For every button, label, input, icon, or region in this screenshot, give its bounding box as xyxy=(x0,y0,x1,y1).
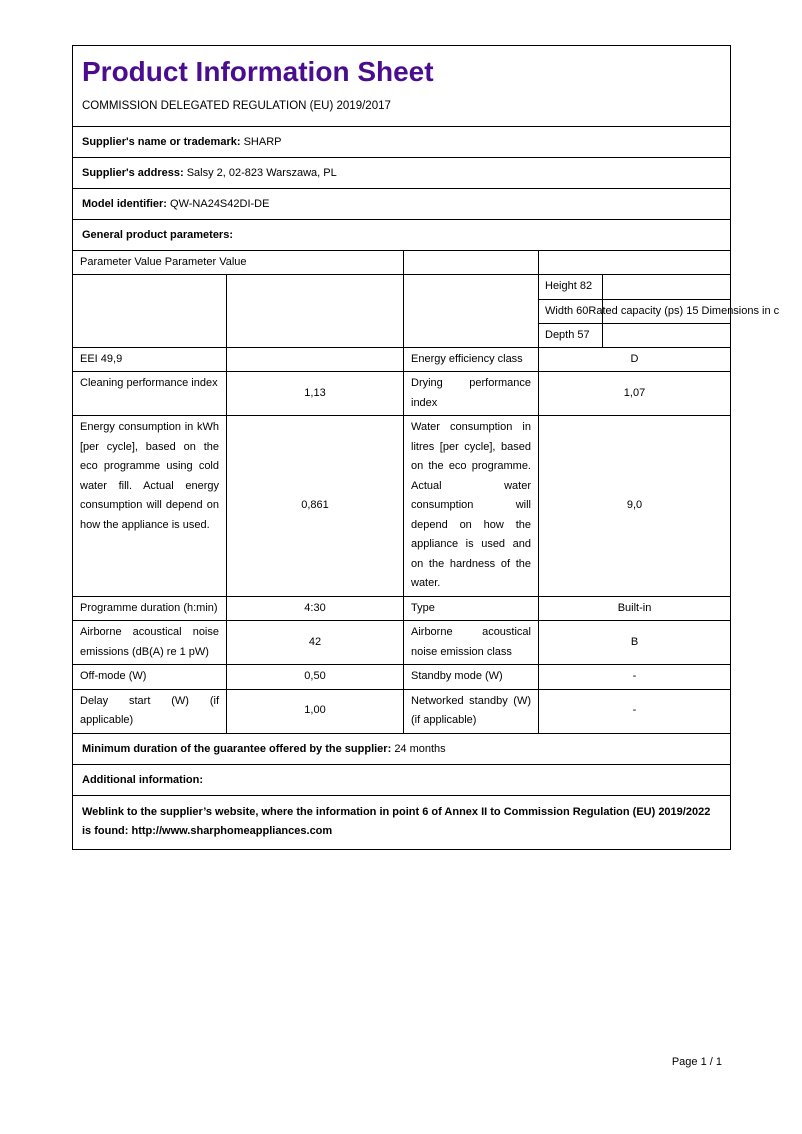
dimensions-empty-cell-2 xyxy=(226,275,403,347)
param-label-cell: Type xyxy=(403,597,538,621)
param-row-cleaning-drying xyxy=(73,371,730,415)
param-label-cell: Programme duration (h:min) xyxy=(80,601,218,614)
dimension-height-label: Height 82 xyxy=(545,280,593,293)
param-value-cell: 9,0 xyxy=(538,416,730,596)
title-block xyxy=(73,46,730,126)
param-value-cell: 4:30 xyxy=(226,597,403,621)
parameter-header-empty-cell-2 xyxy=(538,251,730,274)
param-label-cell: Standby mode (W) xyxy=(403,665,538,689)
dimension-width-empty-cell xyxy=(602,300,730,323)
supplier-name-row xyxy=(73,126,730,157)
param-row-duration-type xyxy=(73,596,730,621)
guarantee-value: 24 months xyxy=(394,742,446,755)
param-value-cell: 1,00 xyxy=(226,690,403,733)
model-identifier-row xyxy=(73,188,730,219)
param-value-cell: D xyxy=(538,348,730,372)
dimensions-empty-cell-1 xyxy=(73,275,226,347)
dimension-depth-label: Depth 57 xyxy=(545,328,590,341)
model-identifier-label: Model identifier: xyxy=(82,198,167,211)
supplier-address-value: Salsy 2, 02-823 Warszawa, PL xyxy=(186,167,337,180)
dimensions-empty-cell-3 xyxy=(403,275,538,347)
dimension-depth-empty-cell xyxy=(602,324,730,347)
param-label-cell: Delay start (W) (if applicable) xyxy=(80,694,219,727)
param-label-cell: Cleaning performance index xyxy=(80,377,218,390)
param-row-delay-networked xyxy=(73,689,730,733)
parameter-header-row xyxy=(73,250,730,274)
param-label-cell: Airborne acoustical noise emissions (dB(A) re 1 pW) xyxy=(80,626,219,658)
guarantee-row xyxy=(73,733,730,764)
additional-information-row xyxy=(73,764,730,795)
general-parameters-section-title: General product parameters: xyxy=(82,229,233,242)
dimension-height-row xyxy=(539,275,730,299)
param-label-cell: Airborne acoustical noise emission class xyxy=(403,621,538,664)
param-row-offmode-standby xyxy=(73,664,730,689)
dimensions-subtable xyxy=(538,275,780,347)
product-information-sheet xyxy=(72,45,780,850)
supplier-address-row xyxy=(73,157,730,188)
param-value-cell: 0,861 xyxy=(226,416,403,596)
dimensions-row xyxy=(73,274,780,347)
param-label-cell: Off-mode (W) xyxy=(80,670,147,683)
dimension-height-empty-cell xyxy=(602,275,730,299)
supplier-address-label: Supplier's address: xyxy=(82,167,184,180)
param-row-eei xyxy=(73,347,730,372)
param-value-cell: 1,13 xyxy=(226,372,403,415)
param-value-cell: 0,50 xyxy=(226,665,403,689)
param-value-cell: - xyxy=(538,690,730,733)
dimension-depth-row xyxy=(539,323,730,347)
additional-information-label: Additional information: xyxy=(82,773,203,786)
model-identifier-value: QW-NA24S42DI-DE xyxy=(170,198,270,211)
regulation-subtitle: COMMISSION DELEGATED REGULATION (EU) 2019/2017 xyxy=(82,100,391,113)
param-label-cell: Energy consumption in kWh [per cycle], based on the eco programme using cold water fill. Actual energy consumption will depend on how the appliance is used. xyxy=(80,421,219,531)
page-title: Product Information Sheet xyxy=(82,56,434,87)
param-label-cell: Energy efficiency class xyxy=(403,348,538,372)
weblink-row xyxy=(73,795,730,849)
param-value-cell: Built-in xyxy=(538,597,730,621)
dimension-width-label: Width 60Rated capacity (ps) 15 Dimensions in c xyxy=(545,304,780,317)
param-row-energy-water xyxy=(73,415,730,596)
param-value-cell: 1,07 xyxy=(538,372,730,415)
param-value-cell: B xyxy=(538,621,730,664)
weblink-text: Weblink to the supplier’s website, where the information in point 6 of Annex II to Commission Regulation (EU) 2019/2022 is found: xyxy=(82,805,711,838)
page-number: Page 1 / 1 xyxy=(671,1056,722,1068)
param-value-cell: 42 xyxy=(226,621,403,664)
dimension-width-row xyxy=(539,299,780,323)
general-parameters-section-row xyxy=(73,219,730,250)
param-label-cell: Networked standby (W) (if applicable) xyxy=(403,690,538,733)
param-row-noise xyxy=(73,620,730,664)
parameter-header-empty-cell-1 xyxy=(403,251,538,274)
parameter-header-cell: Parameter Value Parameter Value xyxy=(80,256,247,269)
param-value-cell: - xyxy=(538,665,730,689)
supplier-name-label: Supplier's name or trademark: xyxy=(82,136,241,149)
guarantee-label: Minimum duration of the guarantee offered by the supplier: xyxy=(82,742,392,755)
param-label-cell: EEI 49,9 xyxy=(80,352,123,365)
param-value-cell xyxy=(226,348,403,372)
supplier-name-value: SHARP xyxy=(243,136,282,149)
param-label-cell: Water consumption in litres [per cycle], based on the eco programme. Actual water consumption will depend on how the appliance is used and on the hardness of the water. xyxy=(403,416,538,596)
param-label-cell: Drying performance index xyxy=(403,372,538,415)
weblink-url[interactable]: http://www.sharphomeappliances.com xyxy=(131,825,333,838)
